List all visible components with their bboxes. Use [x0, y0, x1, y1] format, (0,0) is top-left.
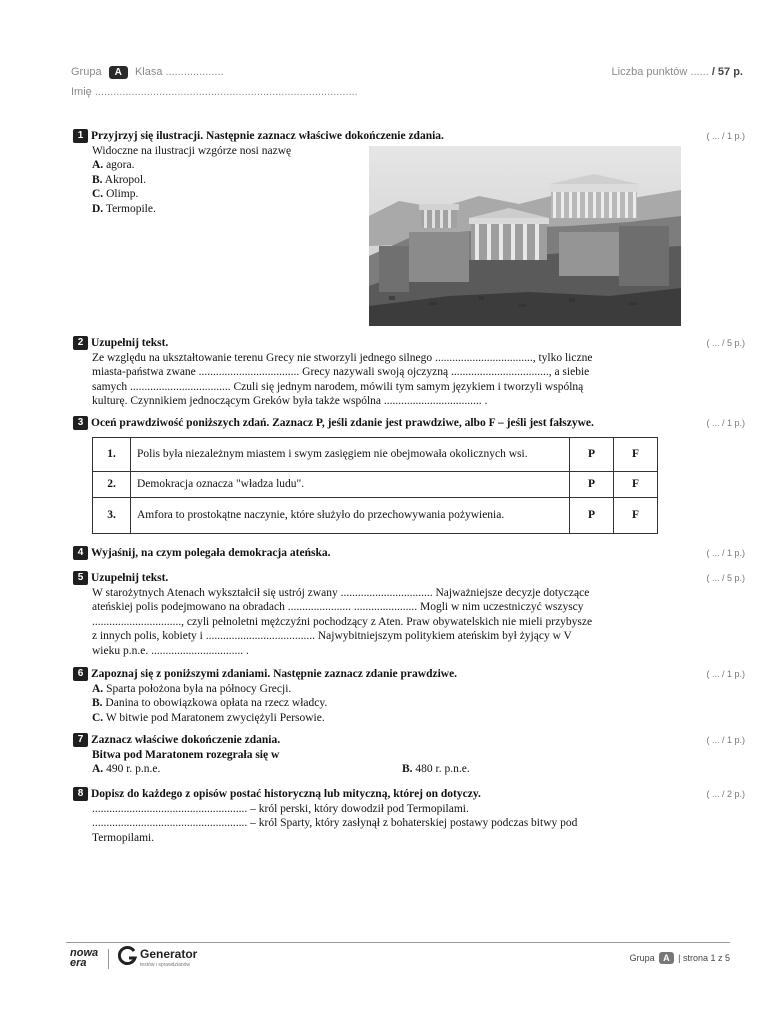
task-title: Zaznacz właściwe dokończenie zdania.: [91, 734, 281, 746]
task-title: Uzupełnij tekst.: [91, 572, 169, 584]
false-option[interactable]: F: [614, 472, 658, 498]
points-total: / 57 p.: [711, 66, 743, 78]
page-number: | strona 1 z 5: [678, 953, 730, 963]
task-points: ( ... / 1 p.): [706, 735, 745, 745]
imie-field[interactable]: Imię ......................................................................................: [71, 86, 358, 98]
generator-g-icon: [118, 946, 138, 966]
true-false-table: [92, 437, 658, 534]
option-b[interactable]: B. 480 r. p.n.e.: [402, 763, 470, 775]
option-c[interactable]: C. W bitwie pod Maratonem zwyciężyli Persowie.: [92, 711, 325, 724]
klasa-field[interactable]: Klasa ...................: [134, 66, 224, 78]
nowa-era-logo: nowa era: [70, 947, 99, 969]
option-a[interactable]: A. 490 r. p.n.e.: [92, 763, 161, 775]
table-row: [93, 498, 658, 534]
footer-grupa-label: Grupa: [629, 953, 655, 963]
task-number: 3: [73, 416, 88, 430]
table-row: [93, 472, 658, 498]
table-row: [93, 438, 658, 472]
task-subtitle: Bitwa pod Maratonem rozegrała się w: [92, 748, 280, 761]
row-statement: Amfora to prostokątne naczynie, które służyło do przechowywania pożywienia.: [131, 498, 570, 534]
text-line: Ze względu na ukształtowanie terenu Grecy nie stworzyli jednego silnego .................................., tylko liczne: [92, 351, 593, 364]
task-number: 4: [73, 546, 88, 560]
option-d[interactable]: D. Termopile.: [92, 202, 156, 215]
task-body[interactable]: [73, 351, 745, 409]
text-line: kulturę. Czynnikiem jednoczącym Greków była także wspólna .................................. .: [92, 395, 488, 407]
task-points: ( ... / 5 p.): [706, 573, 745, 583]
acropolis-illustration: [369, 146, 681, 326]
text-line: samych ................................... Czuli się jednym narodem, mówili tym samym językiem i tworzyli wspólną: [92, 380, 584, 393]
task-points: ( ... / 2 p.): [706, 789, 745, 799]
task-body: [73, 682, 745, 726]
page-footer: [66, 942, 730, 976]
task-8: [73, 787, 745, 845]
task-number: 8: [73, 787, 88, 801]
task-points: ( ... / 1 p.): [706, 548, 745, 558]
task-points: ( ... / 1 p.): [706, 418, 745, 428]
option-a[interactable]: A. agora.: [92, 159, 135, 171]
task-title: Przyjrzyj się ilustracji. Następnie zaznacz właściwe dokończenie zdania.: [91, 130, 444, 142]
text-line: wieku p.n.e. ................................ .: [92, 644, 249, 657]
row-statement: Polis była niezależnym miastem i swym zasięgiem nie obejmowała okolicznych wsi.: [131, 438, 570, 472]
generator-subtitle: testów i sprawdzianów: [140, 962, 191, 968]
text-line: ...................................................... – król Sparty, który zasłynął z bohaterskiej postawy podczas bitwy pod: [92, 817, 578, 829]
task-2: [73, 336, 745, 409]
text-line: miasta-państwa zwane ................................... Grecy nazywali swoją ojczyzną .................................., a siebie: [92, 366, 590, 378]
options-row: [92, 762, 745, 777]
row-number: 3.: [93, 498, 131, 534]
false-option[interactable]: F: [614, 438, 658, 472]
option-b[interactable]: B. Danina to obowiązkowa opłata na rzecz władcy.: [92, 697, 328, 709]
task-intro: Widoczne na ilustracji wzgórze nosi nazwę: [92, 144, 292, 157]
row-statement: Demokracja oznacza "władza ludu".: [131, 472, 570, 498]
task-title: Uzupełnij tekst.: [91, 337, 169, 349]
generator-logo-text: Generator: [140, 947, 198, 961]
task-number: 6: [73, 667, 88, 681]
true-option[interactable]: P: [570, 498, 614, 534]
task-4: [73, 546, 745, 561]
row-number: 2.: [93, 472, 131, 498]
true-option[interactable]: P: [570, 438, 614, 472]
task-title: Dopisz do każdego z opisów postać historyczną lub mityczną, której on dotyczy.: [91, 788, 481, 800]
task-number: 5: [73, 571, 88, 585]
points-label: Liczba punktów ......: [611, 66, 709, 78]
task-points: ( ... / 1 p.): [706, 131, 745, 141]
task-body: [73, 748, 745, 778]
row-number: 1.: [93, 438, 131, 472]
header-row: [71, 66, 743, 84]
grupa-label: Grupa: [71, 66, 102, 78]
text-line: ...................................................... – król perski, który dowodził pod Termopilami.: [92, 802, 469, 815]
task-title: Zapoznaj się z poniższymi zdaniami. Następnie zaznacz zdanie prawdziwe.: [91, 668, 458, 680]
option-b[interactable]: B. Akropol.: [92, 173, 147, 186]
task-5: [73, 571, 745, 658]
text-line: ..............................., czyli pełnoletni mężczyźni pochodzący z Aten. Praw obywatelskich nie mieli przybysze: [92, 615, 593, 628]
text-line: z innych polis, kobiety i ...................................... Najwybitniejszym politykiem ateńskim był żyjący w V: [92, 630, 572, 642]
task-body[interactable]: [73, 802, 745, 846]
task-number: 2: [73, 336, 88, 350]
page-header: [71, 66, 743, 98]
task-7: [73, 733, 745, 777]
task-body[interactable]: [73, 586, 745, 659]
task-3: [73, 416, 745, 431]
text-line: ateńskiej polis podejmowano na obradach ...................... ...................... Mogli w nim uczestniczyć wszyscy: [92, 601, 584, 613]
footer-grupa-badge: A: [659, 952, 674, 964]
text-line: W starożytnych Atenach wykształcił się ustrój zwany ................................ Najważniejsze decyzje dotyczące: [92, 586, 590, 599]
text-line: Termopilami.: [92, 831, 155, 844]
option-a[interactable]: A. Sparta położona była na północy Grecji.: [92, 682, 292, 695]
task-title: Wyjaśnij, na czym polegała demokracja ateńska.: [91, 547, 331, 559]
task-number: 1: [73, 129, 88, 143]
task-points: ( ... / 5 p.): [706, 338, 745, 348]
option-c[interactable]: C. Olimp.: [92, 188, 139, 200]
task-6: [73, 667, 745, 725]
footer-page-info: [630, 952, 730, 964]
task-points: ( ... / 1 p.): [706, 669, 745, 679]
points-summary: [612, 66, 743, 78]
task-title: Oceń prawdziwość poniższych zdań. Zaznacz P, jeśli zdanie jest prawdziwe, albo F – jeśli jest fałszywe.: [91, 417, 594, 429]
false-option[interactable]: F: [614, 498, 658, 534]
logo-divider: [108, 949, 109, 969]
true-option[interactable]: P: [570, 472, 614, 498]
task-number: 7: [73, 733, 88, 747]
grupa-badge: A: [109, 66, 128, 79]
